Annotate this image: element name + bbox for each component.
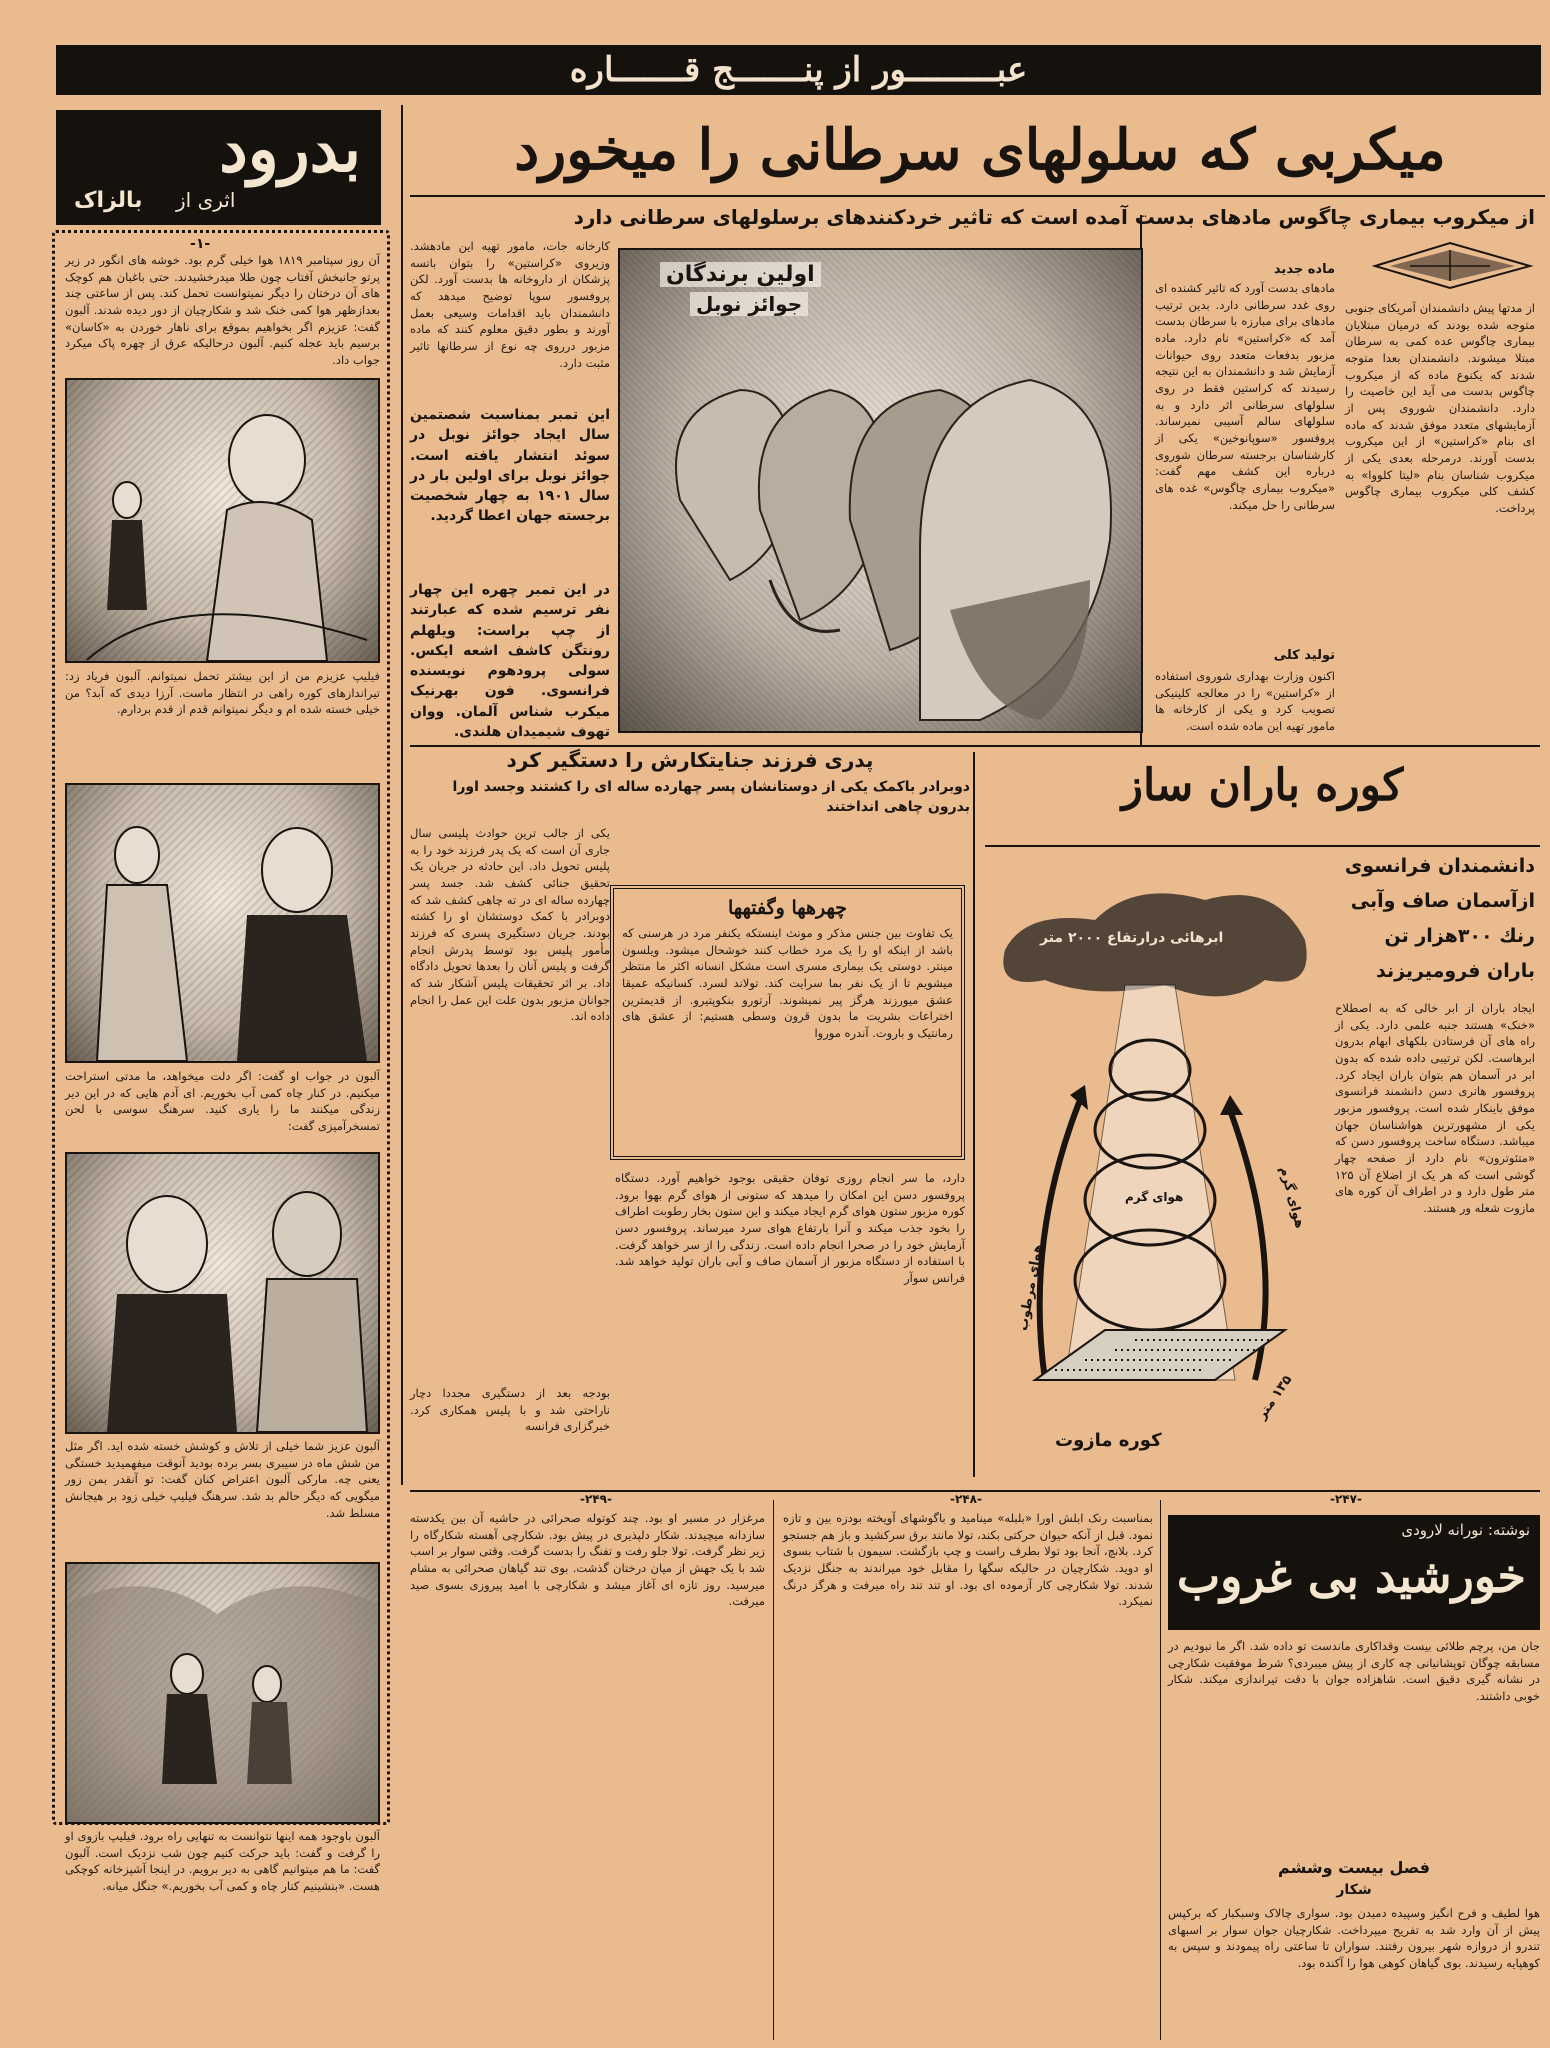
top-banner-text: عبـــــــــور از پنـــــــج قـــــــاره bbox=[569, 50, 1028, 90]
microbe-column-b: مادهای بدست آورد که تاثیر کشنده ای روی غدد سرطانی دارد. بدین ترتیب مادهای برای مبارزه با سرطان بدست آمد که «کراستین» نام دارد. ماده مزبور بدفعات متعدد روی حیوانات آزمایش شد و دانشمندان به این نتیجه رسیدند که کراستین فقط در روی سلولهای سرطانی اثر دارد و به سلولهای سالم آسیبی نمیرساند. پروفسور «سوپانوخین» یکی از کارشناسان برجسته سرطان شوروی درباره این کشف مهم گفت: «میکروب بیماری چاگوس» غده های سرطانی را حل میکند. bbox=[1155, 281, 1335, 512]
serial-author: بالزاک bbox=[74, 188, 143, 213]
comic-figures-1 bbox=[67, 380, 378, 661]
column-rule-4 bbox=[773, 1500, 774, 2040]
hunting-body-1: بمناسبت رنک ابلش اورا «بلبله» مینامید و باگوشهای آویخته بودزه بین و تازه نمود. قبل از آنکه حیوان حرکتی بکند، تولا مانند برق سرکشید و باز هم جستجو کرد. بلانچ، آنجا بود تولا بطرف راست و چپ بازگشت. سیمون با شتاب بسوی او دوید. شکارچیان در حالیکه سگها را مقابل خود میراندند به جنگل نزدیک شدند. تولا شکارچی کار آزموده ای بود. او تند تند راه میرفت و هرگز درنگ نمیکرد. bbox=[783, 1511, 1153, 1609]
cloud-label: ابرهائی درارتفاع ۲۰۰۰ متر bbox=[1040, 930, 1224, 946]
comic-panel-3 bbox=[65, 1152, 380, 1434]
chapter-text: هوا لطیف و فرح انگیز وسپیده دمیدن بود. سواری چالاک وسبکبار که برکپس پیش از آن وارد شد به تفریح میپرداخت. شکارچیان جوان سوار بر اسبهای تندرو از دروازه شهر بیرون رفتند. سواران تا ساعتی راه پیمودند و سپس به کوهپایه رسیدند. بوی گیاهان کوهی هوا را آکنده بود. bbox=[1168, 1906, 1540, 1971]
side-label: ۱۳۵ متر bbox=[1254, 1372, 1296, 1423]
serial-title-box bbox=[56, 110, 381, 225]
microbe-illustration bbox=[1370, 238, 1535, 293]
col-number-2: -۲۴۸- bbox=[950, 1492, 982, 1506]
comic-figures-3 bbox=[67, 1154, 378, 1432]
serial-text-4: آلبون عزیز شما خیلی از تلاش و کوشش خسته شده اید. اگر مثل من شش ماه در سیبری بسر برده بودید آنوقت میفهمیدید خستگی یعنی چه. مارکی آلبون اعتراض کنان گفت: تو آنقدر بمن زور میگویی که دیگر حالم بد شد. سرهنگ فیلیپ خیلی زود بر هیجانش مسلط شد. bbox=[65, 1439, 380, 1520]
top-banner bbox=[56, 45, 1541, 95]
rain-diagram bbox=[985, 860, 1325, 1480]
main-headline-box bbox=[420, 105, 1540, 195]
stamp-top-text: کارخانه جات، مامور تهیه این مادهشد. وزیروی «کراستین» را بتوان باتسه پزشکان از داروخانه ها بدست آورد. لکن پروفسور سوپا توضیح میدهد که دانشمندان باید اقدامات وسیعی بعمل آورند و بطور دقیق معلوم کنند که ماده مزبور درروی چه نوع از سرطانها تاثیر مثبت دارد. bbox=[410, 239, 610, 370]
son-body-col2: دارد، ما سر انجام روزی توفان حقیقی بوجود خواهیم آورد. دستگاه پروفسور دسن این امکان را میدهد که ستونی از هوای گرم بهوا برود. کوره مزبور ستون هوای گرم ایجاد میکند و این ستون بخار رطوبت اطراف را بخود جذب میکند و آنرا بارتفاع هوای سرد میرساند. پروفسور دسن آزمایش خود را در صحرا انجام داده است. زندگی را از سر خواهد گرفت. با استفاده از دستگاه مزبور از آسمان صاف و آبی باران تولید خواهد شد. فرانس سوآر bbox=[615, 1171, 965, 1286]
khorshid-title: خورشید بی غروب bbox=[1176, 1549, 1526, 1603]
khorshid-intro: جان من، پرچم طلائی بیست وقداکاری ماندست تو داده شد. اگر ما نبودیم در مسابقه چوگان توپشانیانی چه کاری از پیش میبردی؟ شرط موفقیت شکارچی در نشانه گیری دقیق است. شاهزاده جوان با دقت تیراندازی میکند. شکار خوبی داشتند. bbox=[1168, 1639, 1540, 1704]
quotes-box bbox=[610, 885, 965, 1160]
serial-opening-text: آن روز سپتامبر ۱۸۱۹ هوا خیلی گرم بود. خوشه های انگور در زیر پرتو جانبخش آفتاب چون طلا میدرخشیدند. حتی باغبان هم کوچک های آن درختان را دیگر نمیتوانست تحمل کند. پس از ساعتی چند بعدازظهر هوا کمی خنک شد و شکارچیان از دور دیده شدند. آلبون گفت: عزیزم اگر بخواهیم بموقع برای ناهار خوردن به «کاسان» برسیم باید عجله کنیم. آلبون درحالیکه عرق از چهره پاک میکرد جواب داد. bbox=[65, 253, 380, 368]
column-rule-3 bbox=[973, 752, 975, 1477]
chapter-subtitle: شکار bbox=[1336, 1882, 1372, 1898]
column-rule-1 bbox=[401, 105, 403, 1485]
rain-sub3: رنك ۳۰۰هزار تن bbox=[1384, 925, 1535, 947]
microbe-head-b: ماده جدید bbox=[1273, 262, 1335, 277]
son-body-end: بودجه بعد از دستگیری مجددا دچار ناراحتی شد و با پلیس همکاری کرد. خبرگزاری فرانسه bbox=[410, 1386, 610, 1434]
rain-sub1: دانشمندان فرانسوی bbox=[1344, 855, 1535, 877]
microbe-head-b2: تولید کلی bbox=[1273, 648, 1335, 663]
microbe-column-a: از مدتها پیش دانشمندان آمریکای جنوبی متوجه شده بودند که درمیان مبتلایان بیماری چاگوس عده کمی به سرطان مبتلا میشوند. دانشمندان بعدا متوجه شدند که یکنوع ماده که از میکروب چاگوس بدست می آید این خاصیت را دارد. دانشمندان شوروی پس از آزمایشهای متعدد موفق شدند که ماده ای بنام «کراستین» از این میکروب بدست آورند. درمرحله بعدی یکی از میکروب شناسان بنام «لیتا کلووا» به کشف کلی میکروب بیماری چاگوس پرداخت. bbox=[1345, 301, 1535, 516]
microbe-icon bbox=[1370, 238, 1535, 293]
col-number-1: -۲۴۹- bbox=[580, 1492, 612, 1506]
nobel-portraits bbox=[620, 250, 1141, 731]
rain-title: کوره باران ساز bbox=[1121, 760, 1404, 811]
rain-sub2: ازآسمان صاف وآبی bbox=[1350, 890, 1535, 912]
subheadline: از میکروب بیماری چاگوس مادهای بدست آمده است که تاثیر خردکنندهای برسلولهای سرطانی دارد bbox=[573, 205, 1535, 229]
comic-panel-2 bbox=[65, 783, 380, 1063]
serial-text-3: آلبون در جواب او گفت: اگر دلت میخواهد، ما مدتی استراحت میکنیم. در کنار چاه کمی آب بخوریم. ای آدم هایی که در این دیر زندگی میکنند ما را یاری کنید. سرهنگ سوسی با لحن تمسخرآمیزی گفت: bbox=[65, 1069, 380, 1134]
right-label: هوای گرم bbox=[1276, 1165, 1308, 1230]
left-label: هوای مرطوب bbox=[1015, 1243, 1046, 1332]
son-subheadline: دوبرادر باکمک یکی از دوستانشان پسر چهارده ساله ای را کشتند وجسد اورا بدرون چاهی انداختند bbox=[452, 779, 970, 815]
nobel-stamp-photo bbox=[618, 248, 1143, 733]
son-body: یکی از جالب ترین حوادث پلیسی سال جاری آن است که یک پدر فرزند خود را به پلیس تحویل داد. این حادثه در جریان یک تحقیق جنائی کشف شد. جسد پسر چهارده ساله ای در ته چاهی کشف شد که دوبرادر با کمک دوستشان او را کشته بودند. جریان دستگیری پسری که فرزند مأمور پلیس بود توسط پدرش انجام گرفت و پلیس آنان را بعدها تحویل دادگاه داد. بر اثر تحقیقات پلیس آشکار شد که جوانان مزبور بدون علت این عمل را انجام داده اند. bbox=[410, 826, 610, 1024]
nobel-caption-line2: جوائز نوبل bbox=[690, 292, 808, 316]
serial-byline: اثری از bbox=[176, 188, 236, 212]
main-headline: میکربی که سلولهای سرطانی را میخورد bbox=[514, 117, 1446, 183]
base-label: کوره مازوت bbox=[1055, 1430, 1162, 1451]
center-label: هوای گرم bbox=[1125, 1190, 1184, 1204]
section-rule-1 bbox=[410, 745, 1540, 747]
khorshid-title-box bbox=[1168, 1515, 1540, 1630]
comic-panel-4 bbox=[65, 1562, 380, 1824]
quotes-text: یک تفاوت بین جنس مذکر و مونث اینستکه یکنفر مرد در هرسنی که باشد از اینکه او را یک مرد خطاب کنند خوشحال میشود. ویلسون مینتر. دوستی یک بیماری مسری است مشکل انسانه اکثر ما منتظر میشویم تا از یک نفر بما سرایت کند. تولاند لسرد. کسانیکه عمیقا عشق میورزند هرگز پیر نمیشوند. آرتورو بنکوپتیرو. از قدیمترین اختراعات بشریت ما بدون قرون وسطی هستیم: از عشق های رمانتیک و باروت. آندره موروا bbox=[622, 926, 953, 1041]
microbe-column-b2: اکنون وزارت بهداری شوروی استفاده از «کراستین» را در معالجه کلینیکی تصویب کرد و یکی از کارخانه ها مامور تهیه این ماده شده است. bbox=[1155, 669, 1335, 734]
serial-title: بدرود bbox=[219, 112, 361, 187]
son-headline: پدری فرزند جنایتکارش را دستگیر کرد bbox=[506, 748, 874, 772]
serial-chapter-number: -۱- bbox=[190, 236, 211, 252]
hunting-body-2: مرغزار در مسیر او بود. چند کوتوله صحرائی در حاشیه آن بین یکدسته سازدانه میچیدند. شکار دلپذیری در پیش بود. شکارچی آهسته شکارگاه را زیر نظر گرفت. تولا جلو رفت و تفنگ را بدست گرفت. وقتی سوار بر اسب شد با یک جهش از میان درختان گذشت. بوی تند گیاهان صحرائی به مشام میرسید. روز تازه ای آغاز میشد و شکارچی با امید پیروزی بسوی صید میرفت. bbox=[410, 1511, 765, 1609]
headline-rule bbox=[410, 195, 1545, 197]
serial-text-5: آلبون باوجود همه اینها نتوانست به تنهایی راه برود. فیلیپ بازوی او را گرفت و گفت: باید حرکت کنیم چون شب نزدیک است. آلبون گفت: ما هم میتوانیم گاهی به دیر برویم. در اینجا آشپزخانه کوچکی هست. «بنشینیم کنار چاه و کمی آب بخوریم.» جنگل میانه. bbox=[65, 1829, 380, 1894]
khorshid-byline: نوشته: نورانه لارودی bbox=[1401, 1521, 1530, 1539]
quotes-title: چهرهها وگفتهها bbox=[727, 897, 848, 919]
rain-sub4: باران فرومیریزند bbox=[1375, 960, 1535, 982]
comic-figures-4 bbox=[67, 1564, 378, 1822]
comic-figures-2 bbox=[67, 785, 378, 1061]
col-number-3: -۲۴۷- bbox=[1330, 1492, 1362, 1506]
stamp-bold-text-1: این تمبر بمناسبت شصتمین سال ایجاد جوائز نوبل در سوئد انتشار یافته است. جوائز نوبل برای اولین بار در سال ۱۹۰۱ به چهار شخصیت برجسته جهان اعطا گردید. bbox=[410, 407, 610, 525]
rain-body: ایجاد باران از ابر خالی که به اصطلاح «خنک» هستند جنبه علمی دارد. یکی از راه های آن فرستادن بلکهای ابهام بدرون ابرهاست. لکن ترتیبی داده شده که بدون ابر در آسمان هم بتوان باران ایجاد کرد. پروفسور هانری دسن دانشمند فرانسوی موفق باینکار شده است. پروفسور مزبور یکی از مشهورترین هواشناسان جهان میباشد. دستگاه ساخت پروفسور دسن که «متئوترون» نام دارد از صفحه چهار گوشی است که هر یک از اضلاع آن ۱۲۵ متر طول دارد و در اطراف آن کوره های مازوت شعله ور هستند. bbox=[1335, 1001, 1535, 1216]
comic-panel-1 bbox=[65, 378, 380, 663]
nobel-caption-line1: اولین برندگان bbox=[660, 262, 821, 287]
stamp-bold-text-2: در این تمبر چهره این چهار نفر ترسیم شده که عبارتند از چپ براست: ویلهلم رونتگن کاشف اشعه ایکس. سولی پرودهوم نویسنده فرانسوی. فون بهرنیک میکرب شناس آلمان. ووان تهوف شیمیدان هلندی. bbox=[410, 582, 610, 741]
column-rule-5 bbox=[1160, 1500, 1161, 2040]
rain-title-rule bbox=[985, 845, 1540, 847]
chapter-title: فصل بیست وششم bbox=[1278, 1858, 1430, 1877]
serial-text-2: فیلیپ عزیزم من از این بیشتر تحمل نمیتوانم. آلبون فریاد زد: تیراندازهای کوره راهی در انتظار ماست. آرزا دیدی که آبد؟ من خیلی خسته شده ام و دیگر نمیتوانم قدم از قدم بردارم. bbox=[65, 669, 380, 717]
